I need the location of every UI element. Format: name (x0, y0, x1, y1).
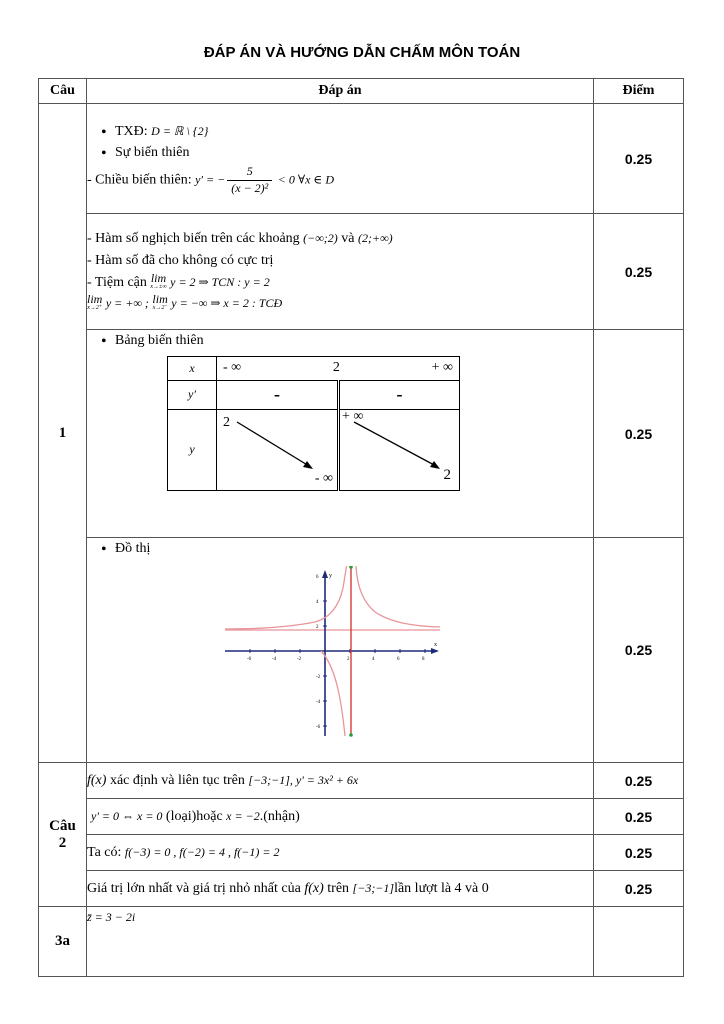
axis-y-label: y (329, 572, 332, 579)
y-tick-label: -4 (316, 699, 321, 705)
chieu-bien-thien-line: - Chiều biến thiên: y′ = − $\frac{5}{\text{(x − 2)²}}$ < 0 ∀x ∈ D (87, 164, 334, 195)
q1-row-3 (39, 330, 684, 538)
conjugate-expr: z̄ = 3 − 2i (87, 910, 136, 924)
q2-r3-score: 0.25 (594, 835, 684, 871)
q1-r2-score: 0.25 (594, 214, 684, 330)
header-row (39, 79, 684, 104)
q1-r2-answer: - Hàm số nghịch biến trên các khoảng (−∞;2) và (2;+∞) - Hàm số đã cho không có cực trị - Tiệm cận lim x→±∞ y = 2 ⇒ TCN : y = 2 lim x→2⁺ y = +∞ ; lim x→2⁻ y = −∞ ⇒ x = 2 : TCĐ (87, 214, 594, 330)
x-tick-label: -6 (247, 656, 252, 662)
q1-r4-score: 0.25 (594, 538, 684, 763)
variation-table: x - ∞ 2 + ∞ y′ - - y 2 - ∞ + ∞ 2 (167, 356, 460, 491)
q1-r3-score: 0.25 (594, 330, 684, 538)
x-tick-label: -4 (272, 656, 277, 662)
curve-right-branch (356, 566, 440, 627)
header-cau: Câu (39, 79, 87, 104)
decrease-arrow-left (217, 410, 325, 490)
y-axis-arrow (322, 570, 328, 578)
q1-r4-answer: • Đồ thị -6 -4 -2 2 4 6 8 6 4 2 -2 -4 -6 y x (87, 538, 594, 763)
q2-row-2 (39, 799, 684, 835)
x-tick-label: 8 (422, 656, 425, 662)
x-tick-label: 4 (372, 656, 375, 662)
q2-row-4 (39, 871, 684, 907)
q2-r1-answer: f(x) xác định và liên tục trên [−3;−1], y' = 3x² + 6x (87, 763, 594, 799)
function-graph (225, 566, 445, 741)
q2-r1-score: 0.25 (594, 763, 684, 799)
q2-r4-answer: Giá trị lớn nhất và giá trị nhỏ nhất của f(x) trên [−3;−1]lần lượt là 4 và 0 (87, 871, 594, 907)
q3a-answer (87, 907, 594, 977)
axis-x-label: x (434, 641, 437, 648)
q1-r1-score: 0.25 (594, 104, 684, 214)
q1-r1-answer (87, 104, 594, 214)
y-tick-label: 4 (316, 599, 319, 605)
q3a-row (39, 907, 684, 977)
q2-r2-answer: y' = 0 ⇔ x = 0 (loại)hoặc x = −2.(nhận) (87, 799, 594, 835)
q2-row-3 (39, 835, 684, 871)
asymptote-end-marker (349, 566, 353, 569)
q2-r2-score: 0.25 (594, 799, 684, 835)
header-dap-an: Đáp án (87, 79, 594, 104)
q2-r4-score: 0.25 (594, 871, 684, 907)
q3a-label: 3a (39, 907, 87, 977)
answer-table (38, 78, 684, 977)
y-tick-label: -2 (316, 674, 321, 680)
q3a-score (594, 907, 684, 977)
q1-row-1 (39, 104, 684, 214)
y-tick-label: 6 (316, 574, 319, 580)
q1-row-2 (39, 214, 684, 330)
q1-r3-answer: • Bảng biến thiên x - ∞ 2 + ∞ y′ - - y 2 - ∞ + ∞ 2 (87, 330, 594, 538)
domain-expr: D = ℝ \ {2} (151, 123, 209, 138)
page-title: ĐÁP ÁN VÀ HƯỚNG DẪN CHẤM MÔN TOÁN (203, 44, 521, 61)
y-tick-label: -6 (316, 724, 321, 730)
y-tick-label: 2 (316, 624, 319, 630)
q1-label: 1 (39, 104, 87, 763)
txd-line: • TXĐ: D = ℝ \ {2} (87, 121, 593, 143)
q1-row-4 (39, 538, 684, 763)
header-diem: Điểm (594, 79, 684, 104)
x-axis-arrow (431, 648, 439, 654)
q2-label: Câu 2 (39, 763, 87, 907)
x-tick-label: 6 (397, 656, 400, 662)
bien-thien-line: • Sự biến thiên (87, 142, 593, 164)
q2-r3-answer: Ta có: f(−3) = 0 , f(−2) = 4 , f(−1) = 2 (87, 835, 594, 871)
asymptote-end-marker (349, 733, 353, 737)
x-tick-label: 2 (347, 656, 350, 662)
derivative-fraction: $\frac{5}{\text{(x − 2)²}}$ (227, 164, 272, 196)
q2-row-1 (39, 763, 684, 799)
x-tick-label: -2 (297, 656, 302, 662)
